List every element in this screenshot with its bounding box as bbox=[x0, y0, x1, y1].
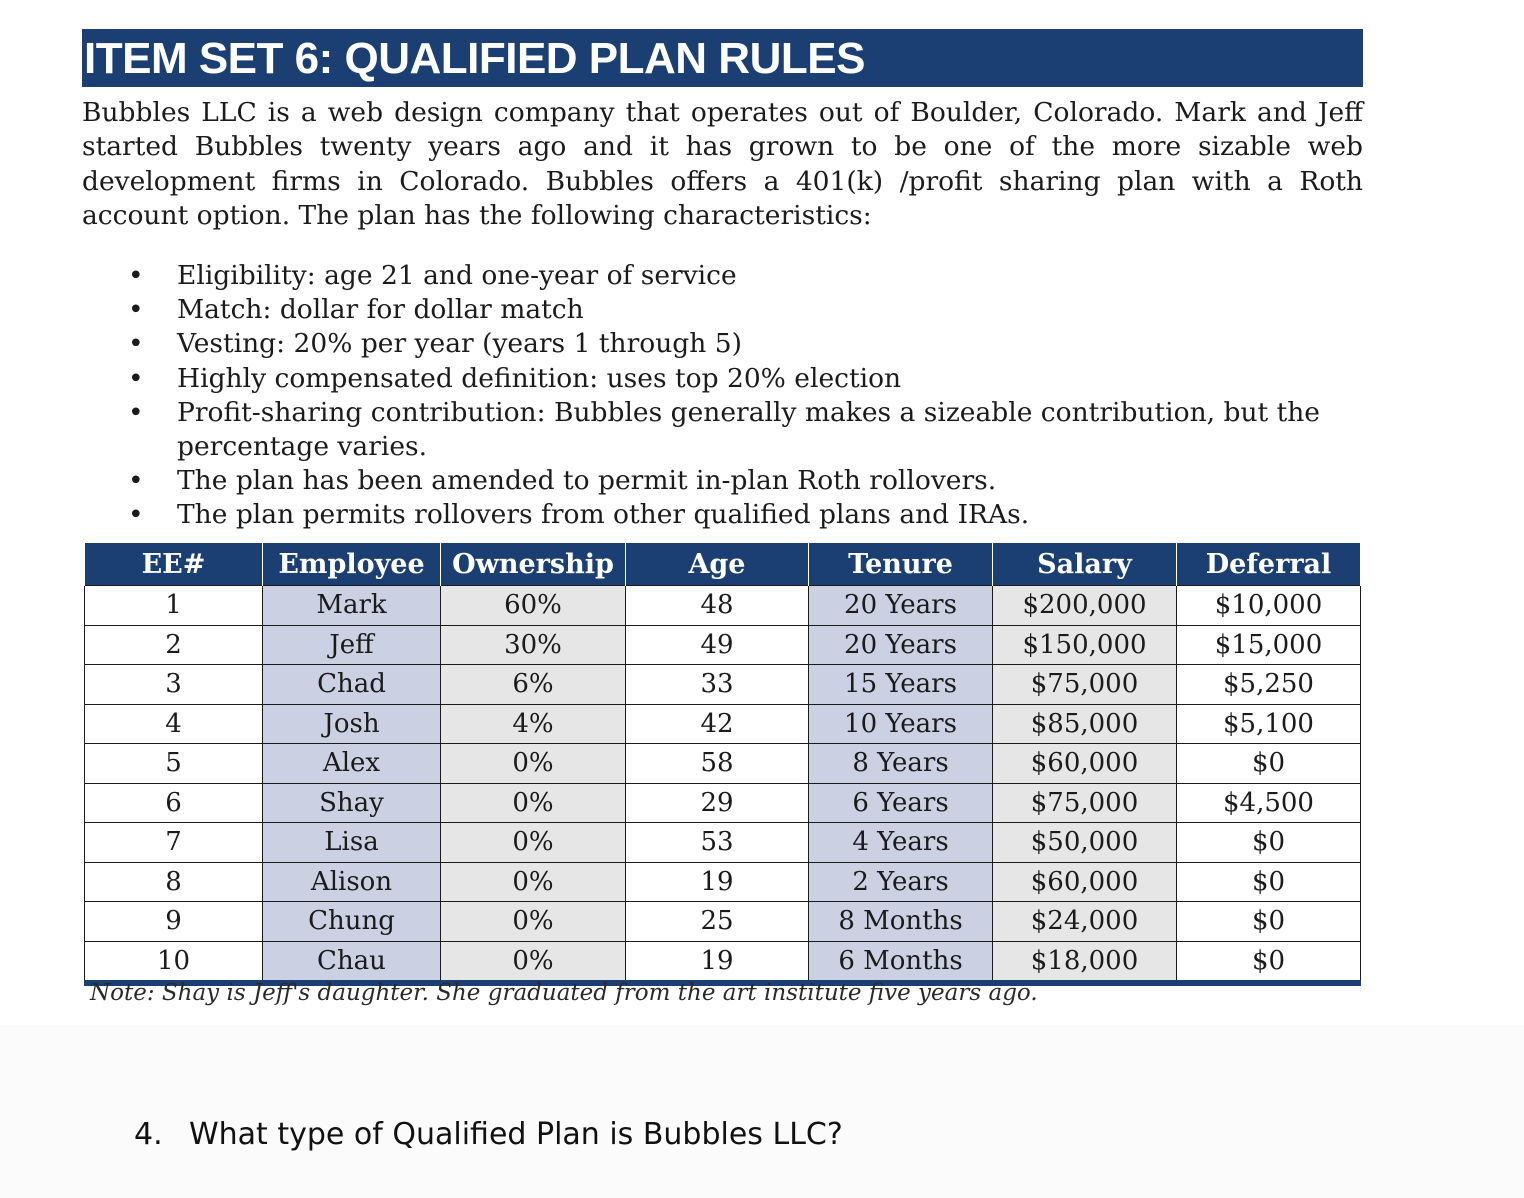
table-row bbox=[85, 704, 1361, 744]
cell-employee: Chau bbox=[263, 941, 441, 983]
bullet-icon: • bbox=[128, 328, 144, 360]
question-text: What type of Qualified Plan is Bubbles LLC? bbox=[189, 1117, 843, 1152]
cell-salary: $24,000 bbox=[993, 902, 1177, 942]
cell-tenure: 8 Months bbox=[809, 902, 993, 942]
title-bar bbox=[82, 29, 1363, 87]
cell-employee: Jeff bbox=[263, 625, 441, 665]
column-header-deferral: Deferral bbox=[1177, 543, 1361, 586]
question bbox=[134, 1117, 843, 1152]
cell-salary: $50,000 bbox=[993, 823, 1177, 863]
list-item bbox=[95, 327, 1363, 361]
characteristics-list bbox=[95, 259, 1363, 533]
bullet-icon: • bbox=[128, 465, 144, 497]
list-item-text: Vesting: 20% per year (years 1 through 5) bbox=[177, 328, 742, 360]
cell-ee: 8 bbox=[85, 862, 263, 902]
list-item-text: The plan permits rollovers from other qualified plans and IRAs. bbox=[177, 499, 1030, 531]
cell-tenure: 4 Years bbox=[809, 823, 993, 863]
table-row bbox=[85, 862, 1361, 902]
cell-age: 25 bbox=[626, 902, 809, 942]
cell-tenure: 10 Years bbox=[809, 704, 993, 744]
cell-tenure: 15 Years bbox=[809, 665, 993, 705]
cell-ee: 1 bbox=[85, 586, 263, 626]
bullet-icon: • bbox=[128, 294, 144, 326]
list-item bbox=[95, 293, 1363, 327]
employee-table bbox=[84, 543, 1361, 986]
cell-employee: Chung bbox=[263, 902, 441, 942]
cell-employee: Shay bbox=[263, 783, 441, 823]
cell-ownership: 0% bbox=[441, 902, 626, 942]
cell-ee: 9 bbox=[85, 902, 263, 942]
cell-ee: 3 bbox=[85, 665, 263, 705]
list-item bbox=[95, 464, 1363, 498]
cell-ownership: 0% bbox=[441, 823, 626, 863]
cell-employee: Mark bbox=[263, 586, 441, 626]
table-row bbox=[85, 902, 1361, 942]
cell-ee: 7 bbox=[85, 823, 263, 863]
cell-deferral: $5,250 bbox=[1177, 665, 1361, 705]
question-number: 4. bbox=[134, 1117, 163, 1152]
table-note: Note: Shay is Jeff's daughter. She graduated from the art institute five years ago. bbox=[90, 980, 1038, 1006]
bullet-icon: • bbox=[128, 362, 144, 394]
column-header-salary: Salary bbox=[993, 543, 1177, 586]
cell-salary: $75,000 bbox=[993, 783, 1177, 823]
cell-age: 19 bbox=[626, 941, 809, 983]
cell-employee: Alison bbox=[263, 862, 441, 902]
bullet-icon: • bbox=[128, 499, 144, 531]
cell-ownership: 4% bbox=[441, 704, 626, 744]
list-item bbox=[95, 362, 1363, 396]
table-header-row bbox=[85, 543, 1361, 586]
list-item-text: Highly compensated definition: uses top 20% election bbox=[177, 362, 902, 394]
table-row bbox=[85, 823, 1361, 863]
cell-deferral: $10,000 bbox=[1177, 586, 1361, 626]
column-header-ee: EE# bbox=[85, 543, 263, 586]
column-header-ownership: Ownership bbox=[441, 543, 626, 586]
cell-age: 53 bbox=[626, 823, 809, 863]
cell-ownership: 30% bbox=[441, 625, 626, 665]
cell-age: 58 bbox=[626, 744, 809, 784]
table-row bbox=[85, 586, 1361, 626]
table-row bbox=[85, 665, 1361, 705]
list-item-text: The plan has been amended to permit in-plan Roth rollovers. bbox=[177, 465, 997, 497]
cell-tenure: 20 Years bbox=[809, 625, 993, 665]
cell-ownership: 0% bbox=[441, 941, 626, 983]
table-row bbox=[85, 744, 1361, 784]
cell-employee: Lisa bbox=[263, 823, 441, 863]
cell-ownership: 0% bbox=[441, 862, 626, 902]
cell-age: 42 bbox=[626, 704, 809, 744]
cell-tenure: 2 Years bbox=[809, 862, 993, 902]
cell-ee: 2 bbox=[85, 625, 263, 665]
table-row bbox=[85, 625, 1361, 665]
list-item bbox=[95, 498, 1363, 532]
list-item bbox=[95, 396, 1363, 464]
cell-employee: Josh bbox=[263, 704, 441, 744]
cell-ownership: 0% bbox=[441, 783, 626, 823]
cell-salary: $75,000 bbox=[993, 665, 1177, 705]
cell-ee: 6 bbox=[85, 783, 263, 823]
list-item-text: Profit-sharing contribution: Bubbles generally makes a sizeable contribution, but the percentage varies. bbox=[177, 396, 1320, 463]
page-title: ITEM SET 6: QUALIFIED PLAN RULES bbox=[84, 34, 865, 83]
list-item-text: Eligibility: age 21 and one-year of service bbox=[177, 260, 737, 291]
cell-salary: $85,000 bbox=[993, 704, 1177, 744]
table-row bbox=[85, 941, 1361, 983]
cell-deferral: $4,500 bbox=[1177, 783, 1361, 823]
cell-employee: Alex bbox=[263, 744, 441, 784]
cell-deferral: $5,100 bbox=[1177, 704, 1361, 744]
cell-deferral: $0 bbox=[1177, 902, 1361, 942]
cell-salary: $150,000 bbox=[993, 625, 1177, 665]
cell-deferral: $0 bbox=[1177, 823, 1361, 863]
cell-ownership: 60% bbox=[441, 586, 626, 626]
cell-ee: 10 bbox=[85, 941, 263, 983]
cell-ownership: 0% bbox=[441, 744, 626, 784]
list-item-text: Match: dollar for dollar match bbox=[177, 294, 584, 326]
cell-salary: $60,000 bbox=[993, 862, 1177, 902]
cell-deferral: $0 bbox=[1177, 862, 1361, 902]
bullet-icon: • bbox=[128, 260, 144, 291]
cell-salary: $60,000 bbox=[993, 744, 1177, 784]
cell-tenure: 6 Years bbox=[809, 783, 993, 823]
list-item bbox=[95, 259, 1363, 293]
cell-tenure: 6 Months bbox=[809, 941, 993, 983]
cell-age: 19 bbox=[626, 862, 809, 902]
column-header-employee: Employee bbox=[263, 543, 441, 586]
cell-ownership: 6% bbox=[441, 665, 626, 705]
cell-tenure: 8 Years bbox=[809, 744, 993, 784]
column-header-age: Age bbox=[626, 543, 809, 586]
cell-age: 29 bbox=[626, 783, 809, 823]
cell-tenure: 20 Years bbox=[809, 586, 993, 626]
cell-deferral: $15,000 bbox=[1177, 625, 1361, 665]
cell-salary: $18,000 bbox=[993, 941, 1177, 983]
cell-age: 48 bbox=[626, 586, 809, 626]
cell-employee: Chad bbox=[263, 665, 441, 705]
cell-salary: $200,000 bbox=[993, 586, 1177, 626]
intro-paragraph: Bubbles LLC is a web design company that operates out of Boulder, Colorado. Mark and Jeff started Bubbles twenty years ago and it has grown to be one of the more sizable web development firms in Colorado. Bubbles offers a 401(k) /profit sharing plan with a Roth account option. The plan has the following characteristics: bbox=[82, 97, 1363, 231]
cell-ee: 5 bbox=[85, 744, 263, 784]
cell-age: 49 bbox=[626, 625, 809, 665]
cell-ee: 4 bbox=[85, 704, 263, 744]
cell-age: 33 bbox=[626, 665, 809, 705]
cell-deferral: $0 bbox=[1177, 744, 1361, 784]
column-header-tenure: Tenure bbox=[809, 543, 993, 586]
cell-deferral: $0 bbox=[1177, 941, 1361, 983]
bullet-icon: • bbox=[128, 396, 144, 428]
table-row bbox=[85, 783, 1361, 823]
